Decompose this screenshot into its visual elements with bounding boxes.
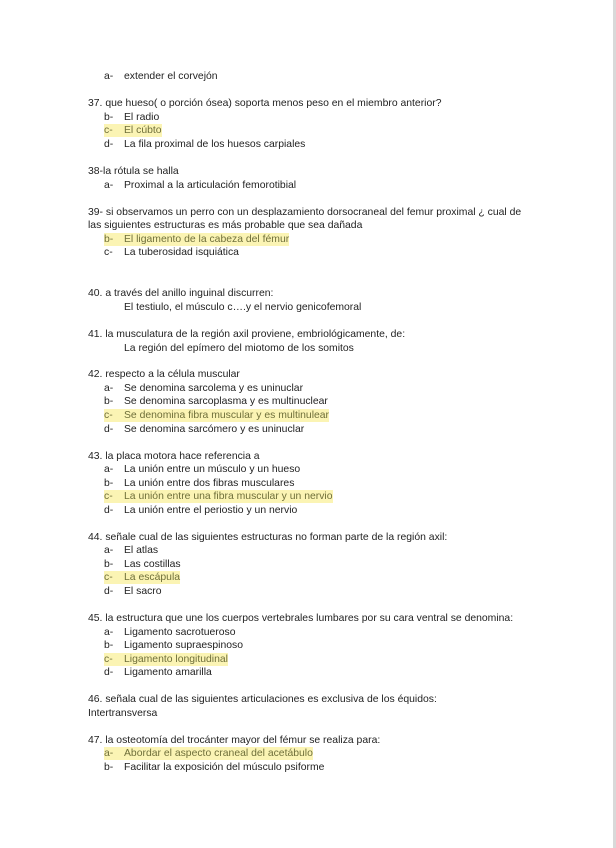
option-letter: a- bbox=[104, 627, 114, 638]
question-47-title: 47. la osteotomía del trocánter mayor del fémur se realiza para: bbox=[88, 735, 381, 746]
option-letter: b- bbox=[104, 478, 114, 489]
option-line bbox=[104, 477, 294, 490]
question-41-title: 41. la musculatura de la región axil proviene, embriológicamente, de: bbox=[88, 329, 406, 340]
option-letter: d- bbox=[104, 424, 114, 435]
option-letter: d- bbox=[104, 139, 114, 150]
option-text: La fila proximal de los huesos carpiales bbox=[124, 139, 306, 150]
question-37-title: 37. que hueso( o porción ósea) soporta menos peso en el miembro anterior? bbox=[88, 98, 442, 109]
question-40-title: 40. a través del anillo inguinal discurren: bbox=[88, 288, 274, 299]
option-line-highlighted bbox=[104, 571, 180, 584]
option-letter: a- bbox=[104, 748, 114, 759]
option-line bbox=[104, 626, 235, 639]
option-letter: b- bbox=[104, 559, 114, 570]
option-letter: a- bbox=[104, 464, 114, 475]
option-text: El cúbto bbox=[124, 125, 162, 136]
option-line bbox=[104, 544, 158, 557]
option-text: Se denomina sarcómero y es uninuclar bbox=[124, 424, 305, 435]
option-text: Facilitar la exposición del músculo psiforme bbox=[124, 762, 325, 773]
option-line bbox=[104, 761, 324, 774]
option-text: La unión entre una fibra muscular y un nervio bbox=[124, 491, 333, 502]
option-line bbox=[104, 111, 159, 124]
question-38-title: 38-la rótula se halla bbox=[88, 166, 179, 177]
question-41-answer: La región del epímero del miotomo de los somitos bbox=[124, 343, 354, 354]
option-letter: b- bbox=[104, 396, 114, 407]
option-line bbox=[104, 504, 297, 517]
option-line bbox=[104, 179, 296, 192]
question-43-title: 43. la placa motora hace referencia a bbox=[88, 451, 260, 462]
option-letter: a- bbox=[104, 180, 114, 191]
option-letter: c- bbox=[104, 572, 113, 583]
option-line bbox=[104, 382, 303, 395]
option-text: extender el corvejón bbox=[124, 71, 218, 82]
option-letter: a- bbox=[104, 383, 114, 394]
option-line bbox=[104, 558, 181, 571]
question-46-answer: Intertransversa bbox=[88, 708, 158, 719]
option-letter: c- bbox=[104, 654, 113, 665]
option-letter: c- bbox=[104, 491, 113, 502]
question-45-title: 45. la estructura que une los cuerpos vertebrales lumbares por su cara ventral se denomina: bbox=[88, 613, 514, 624]
option-text: El sacro bbox=[124, 586, 162, 597]
option-line bbox=[104, 423, 304, 436]
question-46-title: 46. señala cual de las siguientes articulaciones es exclusiva de los équidos: bbox=[88, 694, 437, 705]
option-letter: c- bbox=[104, 125, 113, 136]
option-letter: b- bbox=[104, 112, 114, 123]
option-text: Se denomina sarcolema y es uninuclar bbox=[124, 383, 304, 394]
option-text: Las costillas bbox=[124, 559, 181, 570]
option-text: Ligamento supraespinoso bbox=[124, 640, 243, 651]
option-line-highlighted bbox=[104, 653, 228, 666]
option-text: La escápula bbox=[124, 572, 181, 583]
option-letter: c- bbox=[104, 410, 113, 421]
question-44-title: 44. señale cual de las siguientes estructuras no forman parte de la región axil: bbox=[88, 532, 448, 543]
option-letter: a- bbox=[104, 71, 114, 82]
option-letter: c- bbox=[104, 247, 113, 258]
option-text: Se denomina sarcoplasma y es multinuclear bbox=[124, 396, 328, 407]
question-40-answer: El testiulo, el músculo c….y el nervio genicofemoral bbox=[124, 302, 362, 313]
option-text: La unión entre el periostio y un nervio bbox=[124, 505, 298, 516]
option-letter: d- bbox=[104, 505, 114, 516]
option-text: La unión entre dos fibras musculares bbox=[124, 478, 295, 489]
option-letter: d- bbox=[104, 586, 114, 597]
option-letter: b- bbox=[104, 234, 114, 245]
option-text: El atlas bbox=[124, 545, 159, 556]
option-line bbox=[104, 70, 218, 83]
option-letter: d- bbox=[104, 667, 114, 678]
option-text: El ligamento de la cabeza del fémur bbox=[124, 234, 290, 245]
option-line bbox=[104, 138, 305, 151]
option-line-highlighted bbox=[104, 409, 329, 422]
option-line-highlighted bbox=[104, 490, 333, 503]
option-line bbox=[104, 585, 162, 598]
option-text: Abordar el aspecto craneal del acetábulo bbox=[124, 748, 313, 759]
option-text: Ligamento sacrotueroso bbox=[124, 627, 236, 638]
question-39-title-line-1: 39- si observamos un perro con un desplazamiento dorsocraneal del femur proximal ¿ cual de bbox=[88, 207, 522, 218]
option-text: La tuberosidad isquiática bbox=[124, 247, 239, 258]
option-line bbox=[104, 246, 239, 259]
option-text: El radio bbox=[124, 112, 160, 123]
question-42-title: 42. respecto a la célula muscular bbox=[88, 369, 240, 380]
option-line-highlighted bbox=[104, 124, 162, 137]
option-text: Se denomina fibra muscular y es multinulear bbox=[124, 410, 330, 421]
option-line bbox=[104, 639, 243, 652]
option-letter: b- bbox=[104, 640, 114, 651]
option-text: Ligamento amarilla bbox=[124, 667, 212, 678]
option-text: Ligamento longitudinal bbox=[124, 654, 228, 665]
option-text: Proximal a la articulación femorotibial bbox=[124, 180, 297, 191]
question-39-title-line-2: las siguientes estructuras es más probable que sea dañada bbox=[88, 220, 363, 231]
option-line bbox=[104, 666, 212, 679]
option-line bbox=[104, 463, 300, 476]
option-letter: b- bbox=[104, 762, 114, 773]
option-line-highlighted bbox=[104, 747, 313, 760]
option-letter: a- bbox=[104, 545, 114, 556]
option-line-highlighted bbox=[104, 233, 289, 246]
option-text: La unión entre un músculo y un hueso bbox=[124, 464, 301, 475]
option-line bbox=[104, 395, 328, 408]
